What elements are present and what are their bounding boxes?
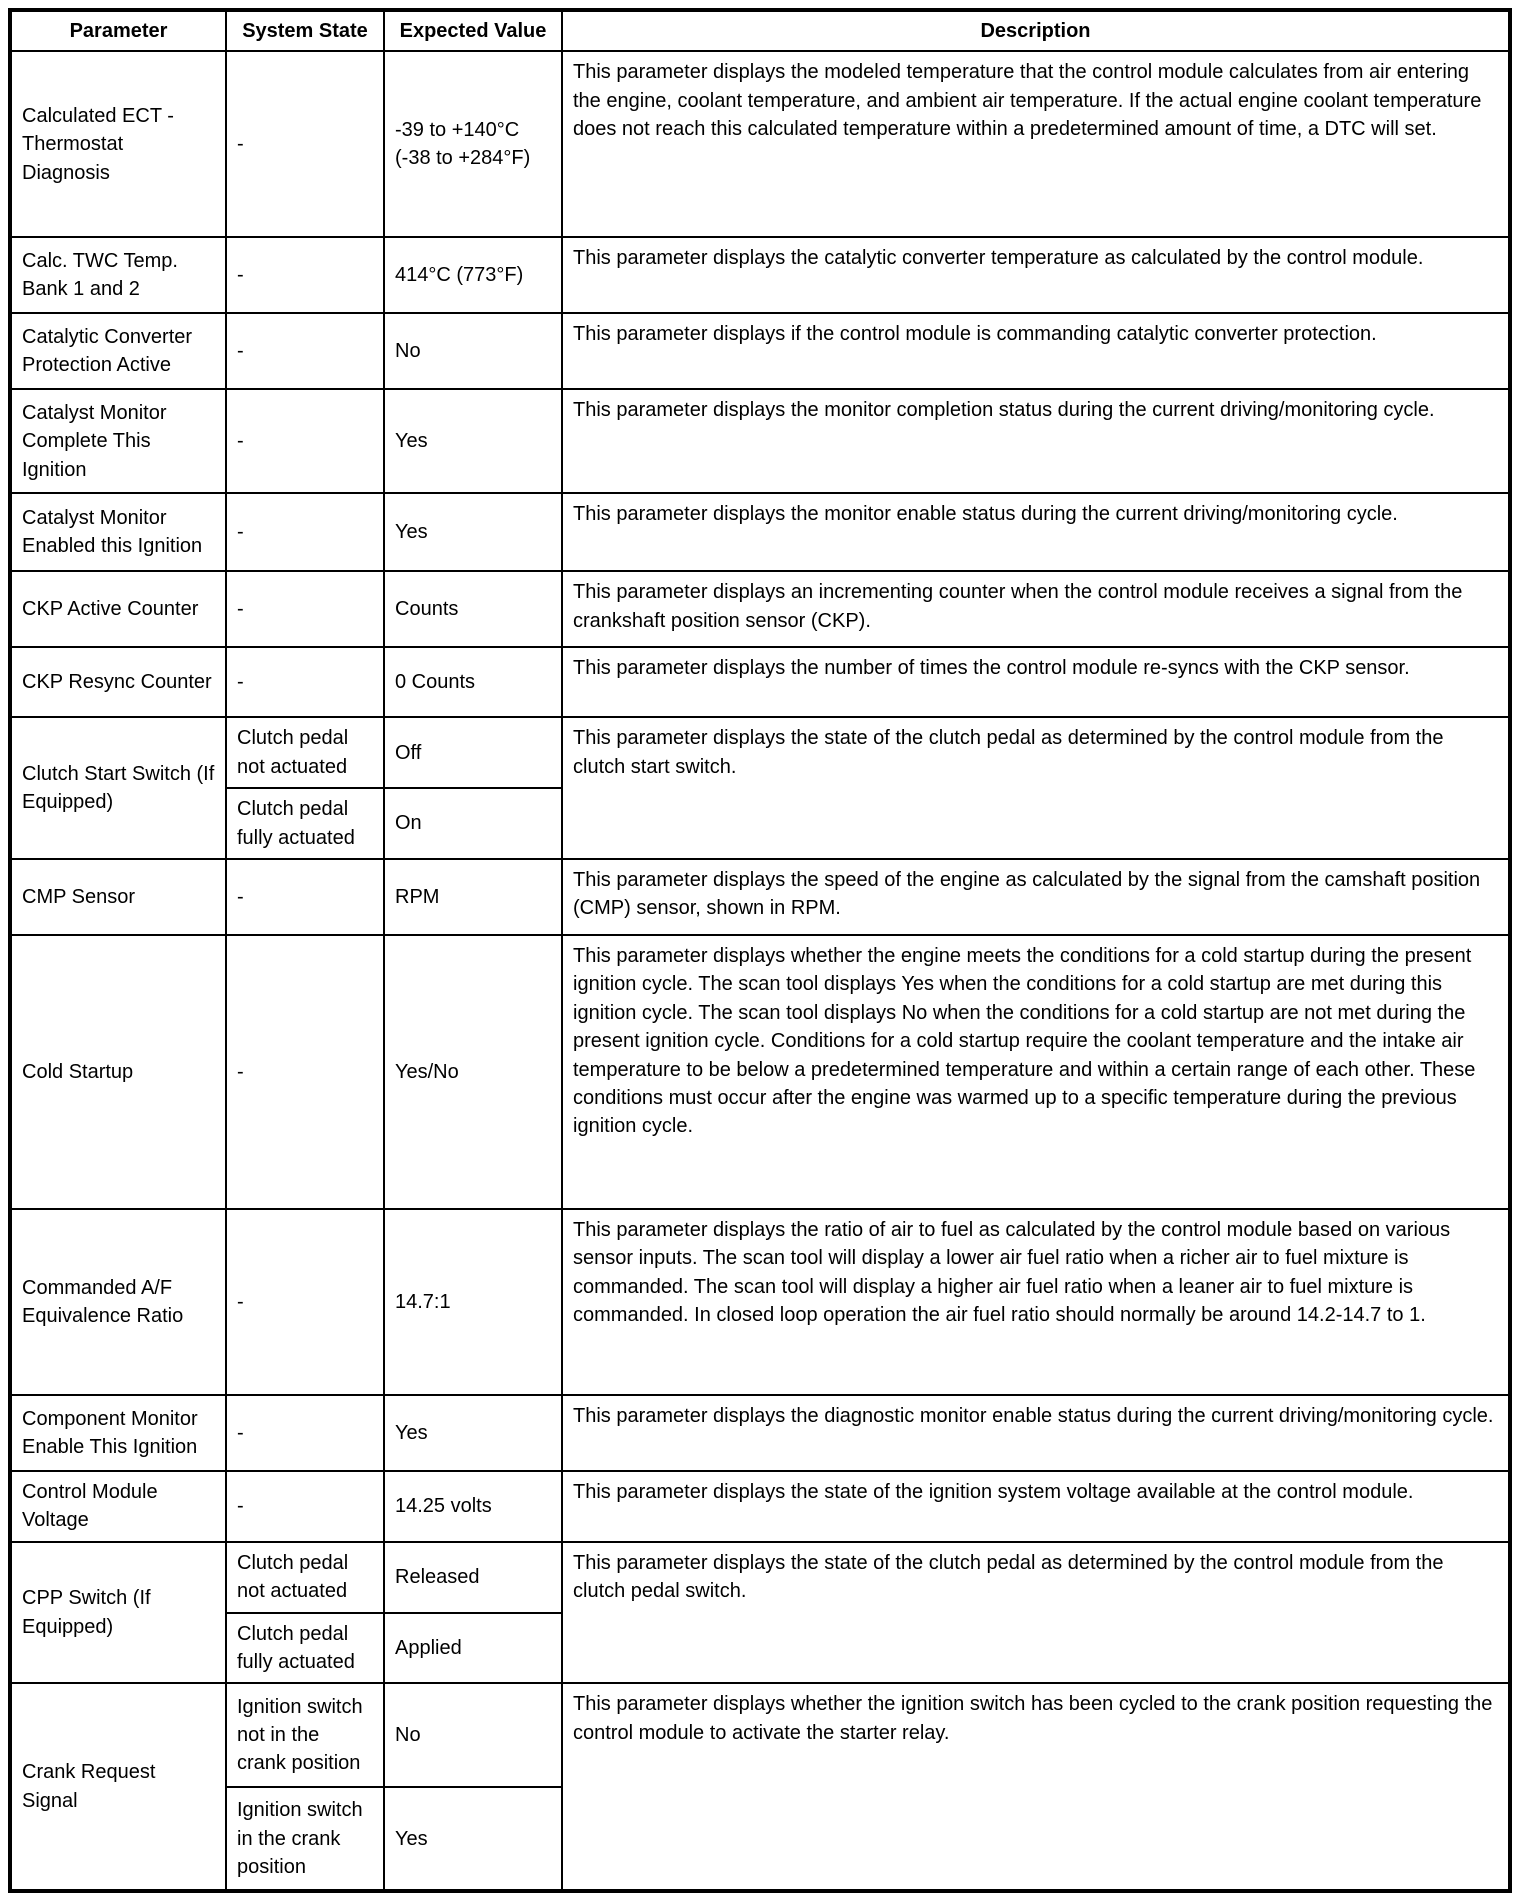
table-row [10,647,1510,717]
parameter-cell: Calculated ECT - Thermostat Diagnosis [10,51,226,237]
description-cell: This parameter displays an incrementing counter when the control module receives a signal from the crankshaft position sensor (CKP). [562,571,1510,647]
expected-value-cell: Yes [384,493,562,571]
system-state-cell: Clutch pedal not actuated [226,717,384,788]
system-state-cell: Ignition switch not in the crank position [226,1683,384,1787]
description-cell: This parameter displays the state of the clutch pedal as determined by the control module from the clutch pedal switch. [562,1542,1510,1684]
system-state-cell: - [226,493,384,571]
column-header-description: Description [562,10,1510,51]
expected-value-cell: Counts [384,571,562,647]
expected-value-cell: Yes/No [384,935,562,1209]
table-row [10,1471,1510,1542]
expected-value-cell: 14.25 volts [384,1471,562,1542]
description-cell: This parameter displays the state of the ignition system voltage available at the control module. [562,1471,1510,1542]
system-state-cell: Clutch pedal fully actuated [226,1613,384,1684]
header-row [10,10,1510,51]
description-cell: This parameter displays the number of times the control module re-syncs with the CKP sensor. [562,647,1510,717]
system-state-cell: - [226,571,384,647]
table-row [10,493,1510,571]
expected-value-cell: No [384,313,562,389]
column-header-expected-value: Expected Value [384,10,562,51]
table-row [10,935,1510,1209]
column-header-parameter: Parameter [10,10,226,51]
table-row [10,1683,1510,1787]
parameter-cell: Calc. TWC Temp. Bank 1 and 2 [10,237,226,313]
expected-value-cell: Yes [384,1395,562,1471]
description-cell: This parameter displays the catalytic converter temperature as calculated by the control module. [562,237,1510,313]
table-row [10,1542,1510,1613]
table-row [10,313,1510,389]
parameter-cell: Commanded A/F Equivalence Ratio [10,1209,226,1395]
table-row [10,717,1510,788]
parameter-cell: CKP Resync Counter [10,647,226,717]
description-cell: This parameter displays the state of the clutch pedal as determined by the control module from the clutch start switch. [562,717,1510,859]
expected-value-cell: On [384,788,562,859]
system-state-cell: - [226,313,384,389]
system-state-cell: - [226,647,384,717]
table-row [10,237,1510,313]
system-state-cell: - [226,1471,384,1542]
system-state-cell: - [226,935,384,1209]
system-state-cell: Ignition switch in the crank position [226,1787,384,1891]
system-state-cell: Clutch pedal fully actuated [226,788,384,859]
parameter-cell: Catalyst Monitor Enabled this Ignition [10,493,226,571]
description-cell: This parameter displays the speed of the engine as calculated by the signal from the camshaft position (CMP) sensor, shown in RPM. [562,859,1510,935]
expected-value-cell: RPM [384,859,562,935]
parameter-cell: Clutch Start Switch (If Equipped) [10,717,226,859]
description-cell: This parameter displays if the control module is commanding catalytic converter protection. [562,313,1510,389]
expected-value-cell: Off [384,717,562,788]
table-row [10,389,1510,493]
system-state-cell: - [226,1395,384,1471]
description-cell: This parameter displays the monitor enable status during the current driving/monitoring cycle. [562,493,1510,571]
description-cell: This parameter displays the modeled temperature that the control module calculates from air entering the engine, coolant temperature, and ambient air temperature. If the actual engine coolant temperature does not reach this calculated temperature within a predetermined amount of time, a DTC will set. [562,51,1510,237]
expected-value-cell: Yes [384,1787,562,1891]
parameter-cell: CKP Active Counter [10,571,226,647]
system-state-cell: - [226,237,384,313]
expected-value-cell: Released [384,1542,562,1613]
table-row [10,1209,1510,1395]
system-state-cell: Clutch pedal not actuated [226,1542,384,1613]
system-state-cell: - [226,1209,384,1395]
expected-value-cell: 414°C (773°F) [384,237,562,313]
expected-value-cell: -39 to +140°C (-38 to +284°F) [384,51,562,237]
description-cell: This parameter displays the diagnostic monitor enable status during the current driving/monitoring cycle. [562,1395,1510,1471]
description-cell: This parameter displays whether the engine meets the conditions for a cold startup during the present ignition cycle. The scan tool displays Yes when the conditions for a cold startup are met during this ignition cycle. The scan tool displays No when the conditions for a cold startup are not met during the present ignition cycle. Conditions for a cold startup require the coolant temperature and the intake air temperature to be below a predetermined temperature and within a certain range of each other. These conditions must occur after the engine was warmed up to a specific temperature during the previous ignition cycle. [562,935,1510,1209]
expected-value-cell: 0 Counts [384,647,562,717]
table-row [10,1395,1510,1471]
column-header-system-state: System State [226,10,384,51]
parameter-cell: Control Module Voltage [10,1471,226,1542]
parameter-cell: CPP Switch (If Equipped) [10,1542,226,1684]
description-cell: This parameter displays whether the ignition switch has been cycled to the crank position requesting the control module to activate the starter relay. [562,1683,1510,1891]
parameter-cell: CMP Sensor [10,859,226,935]
table-row [10,51,1510,237]
parameter-cell: Cold Startup [10,935,226,1209]
expected-value-cell: Yes [384,389,562,493]
description-cell: This parameter displays the ratio of air to fuel as calculated by the control module based on various sensor inputs. The scan tool will display a lower air fuel ratio when a richer air to fuel mixture is commanded. The scan tool will display a higher air fuel ratio when a leaner air to fuel mixture is commanded. In closed loop operation the air fuel ratio should normally be around 14.2-14.7 to 1. [562,1209,1510,1395]
parameter-cell: Catalyst Monitor Complete This Ignition [10,389,226,493]
table-row [10,571,1510,647]
parameter-table [8,8,1512,1893]
expected-value-cell: No [384,1683,562,1787]
system-state-cell: - [226,51,384,237]
table-row [10,859,1510,935]
expected-value-cell: Applied [384,1613,562,1684]
parameter-cell: Crank Request Signal [10,1683,226,1891]
expected-value-cell: 14.7:1 [384,1209,562,1395]
description-cell: This parameter displays the monitor completion status during the current driving/monitoring cycle. [562,389,1510,493]
parameter-cell: Catalytic Converter Protection Active [10,313,226,389]
system-state-cell: - [226,389,384,493]
system-state-cell: - [226,859,384,935]
parameter-cell: Component Monitor Enable This Ignition [10,1395,226,1471]
